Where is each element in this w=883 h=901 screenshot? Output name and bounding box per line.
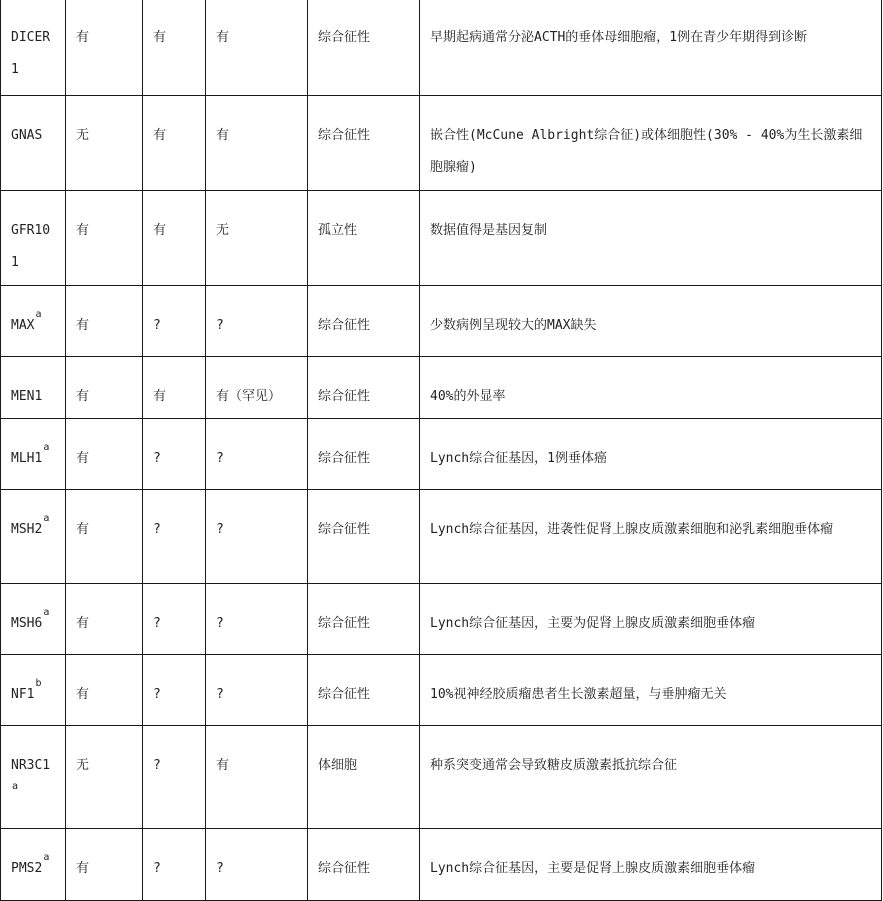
footnote-marker: b	[35, 678, 42, 689]
table-row	[1, 584, 882, 655]
cell-col2: ?	[143, 584, 206, 655]
cell-col2: 有	[143, 0, 206, 96]
gene-name: NR3C1	[11, 758, 51, 773]
gene-name: MSH6	[11, 616, 43, 631]
table-row	[1, 0, 882, 96]
gene-name: NF1	[11, 687, 35, 702]
gene-cell	[1, 655, 66, 726]
gene-cell	[1, 96, 66, 191]
gene-cell	[1, 286, 66, 357]
gene-cell	[1, 726, 66, 829]
cell-col3: 有	[206, 0, 308, 96]
cell-col4: 综合征性	[308, 829, 420, 901]
cell-col1: 无	[66, 96, 143, 191]
cell-col4: 综合征性	[308, 0, 420, 96]
gene-name: PMS2	[11, 861, 43, 876]
cell-note: 早期起病通常分泌ACTH的垂体母细胞瘤，1例在青少年期得到诊断	[420, 0, 882, 96]
cell-col4: 综合征性	[308, 96, 420, 191]
cell-col1: 有	[66, 419, 143, 490]
cell-col4: 综合征性	[308, 419, 420, 490]
cell-col2: 有	[143, 357, 206, 419]
footnote-marker: a	[43, 513, 50, 524]
cell-col4: 孤立性	[308, 191, 420, 286]
gene-cell	[1, 357, 66, 419]
cell-col2: ?	[143, 726, 206, 829]
cell-col1: 有	[66, 655, 143, 726]
cell-note: 数据值得是基因复制	[420, 191, 882, 286]
cell-col3: 有	[206, 726, 308, 829]
cell-col4: 综合征性	[308, 357, 420, 419]
cell-col1: 有	[66, 191, 143, 286]
cell-col3: ?	[206, 584, 308, 655]
cell-col3: ?	[206, 419, 308, 490]
cell-note: 种系突变通常会导致糖皮质激素抵抗综合征	[420, 726, 882, 829]
cell-col1: 有	[66, 829, 143, 901]
cell-col2: ?	[143, 286, 206, 357]
cell-col2: ?	[143, 655, 206, 726]
gene-cell	[1, 0, 66, 96]
cell-col4: 综合征性	[308, 286, 420, 357]
footnote-marker: a	[43, 442, 50, 453]
cell-col3: ?	[206, 490, 308, 584]
cell-col1: 有	[66, 584, 143, 655]
cell-col1: 有	[66, 357, 143, 419]
cell-col3: 有	[206, 96, 308, 191]
cell-note: Lynch综合征基因，进袭性促肾上腺皮质激素细胞和泌乳素细胞垂体瘤	[420, 490, 882, 584]
cell-col1: 有	[66, 0, 143, 96]
gene-cell	[1, 490, 66, 584]
cell-note: Lynch综合征基因，主要为促肾上腺皮质激素细胞垂体瘤	[420, 584, 882, 655]
table-row	[1, 357, 882, 419]
gene-name: MSH2	[11, 522, 43, 537]
cell-col3: ?	[206, 655, 308, 726]
cell-col4: 综合征性	[308, 655, 420, 726]
cell-note: 10%视神经胶质瘤患者生长激素超量，与垂肿瘤无关	[420, 655, 882, 726]
cell-col2: ?	[143, 829, 206, 901]
footnote-marker: a	[35, 309, 42, 320]
cell-note: Lynch综合征基因，主要是促肾上腺皮质激素细胞垂体瘤	[420, 829, 882, 901]
cell-note: 40%的外显率	[420, 357, 882, 419]
footnote-marker: a	[12, 781, 19, 792]
cell-note: 嵌合性(McCune Albright综合征)或体细胞性(30% - 40%为生长激素细胞腺瘤)	[420, 96, 882, 191]
cell-col4: 综合征性	[308, 584, 420, 655]
cell-col2: 有	[143, 191, 206, 286]
cell-col4: 体细胞	[308, 726, 420, 829]
gene-cell	[1, 584, 66, 655]
gene-name: GFR101	[11, 223, 51, 270]
cell-note: 少数病例呈现较大的MAX缺失	[420, 286, 882, 357]
gene-name: MLH1	[11, 451, 43, 466]
cell-col4: 综合征性	[308, 490, 420, 584]
cell-col1: 有	[66, 490, 143, 584]
gene-cell	[1, 191, 66, 286]
gene-name: MAX	[11, 318, 35, 333]
cell-col3: 有（罕见）	[206, 357, 308, 419]
table-row	[1, 490, 882, 584]
cell-col1: 有	[66, 286, 143, 357]
cell-col1: 无	[66, 726, 143, 829]
table-row	[1, 191, 882, 286]
table-row	[1, 286, 882, 357]
table-row	[1, 419, 882, 490]
table-row	[1, 655, 882, 726]
cell-col2: ?	[143, 490, 206, 584]
table-row	[1, 829, 882, 901]
cell-note: Lynch综合征基因，1例垂体癌	[420, 419, 882, 490]
gene-name: DICER1	[11, 30, 51, 77]
cell-col3: ?	[206, 829, 308, 901]
table-row	[1, 96, 882, 191]
gene-cell	[1, 419, 66, 490]
gene-name: GNAS	[11, 128, 43, 143]
footnote-marker: a	[43, 607, 50, 618]
gene-name: MEN1	[11, 389, 43, 404]
cell-col3: 无	[206, 191, 308, 286]
cell-col3: ?	[206, 286, 308, 357]
table-row	[1, 726, 882, 829]
cell-col2: 有	[143, 96, 206, 191]
cell-col2: ?	[143, 419, 206, 490]
gene-cell	[1, 829, 66, 901]
footnote-marker: a	[43, 852, 50, 863]
